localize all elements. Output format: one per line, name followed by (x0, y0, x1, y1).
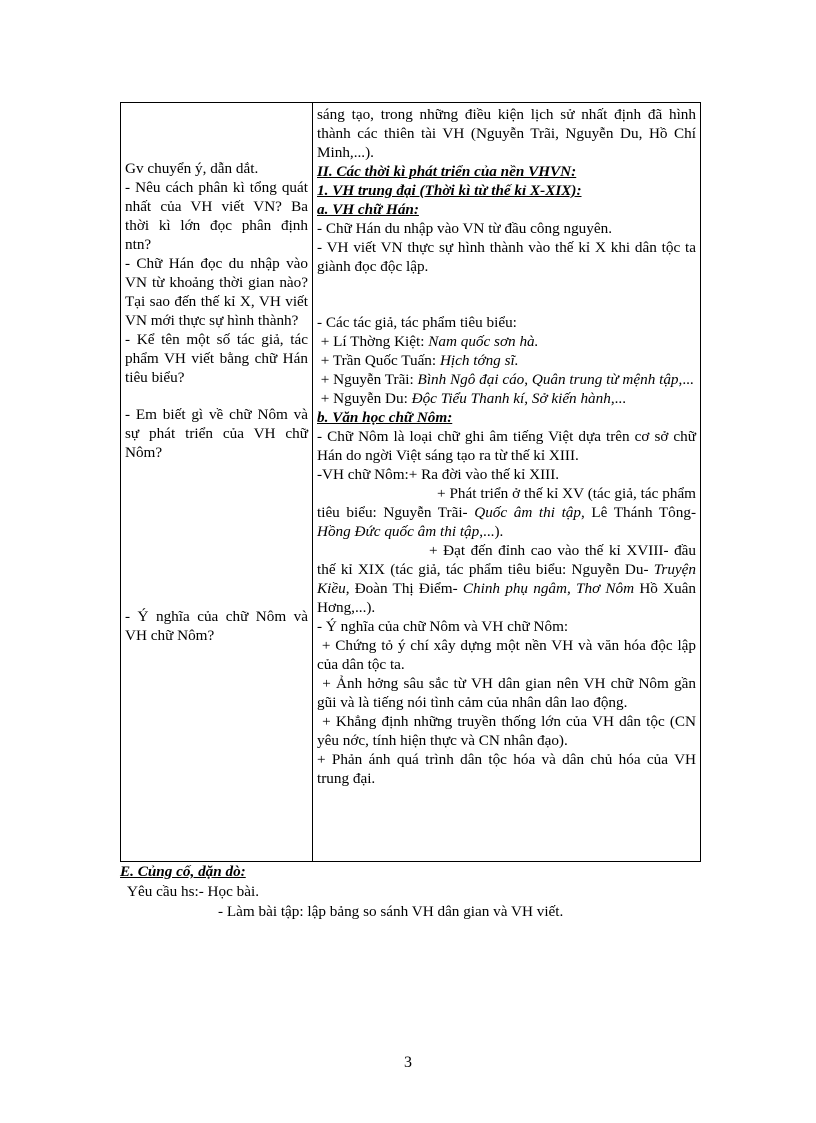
heading-medieval-literature: 1. VH trung đại (Thời kì từ thế kỉ X-XIX): (317, 182, 582, 199)
intro-paragraph: sáng tạo, trong những điều kiện lịch sử nhất định đã hình thành các thiên tài VH (Nguyễn Trãi, Nguyễn Du, Hồ Chí Minh,...). (317, 106, 696, 161)
heading-han-literature: a. VH chữ Hán: (317, 201, 419, 218)
meaning-2: + Ảnh hởng sâu sắc từ VH dân gian nên VH chữ Nôm gần gũi và là tiếng nói tình cảm của nhân dân lao động. (317, 675, 696, 711)
han-point-1: - Chữ Hán du nhập vào VN từ đầu công nguyên. (317, 220, 612, 237)
consolidation-section (120, 862, 698, 922)
homework-line-1: Yêu cầu hs:- Học bài. (127, 883, 260, 900)
meaning-4: + Phản ánh quá trình dân tộc hóa và dân chủ hóa của VH trung đại. (317, 751, 696, 787)
han-works-label: - Các tác giả, tác phẩm tiêu biểu: (317, 314, 517, 331)
nom-point-3: + Phát triển ở thế kỉ XV (tác giả, tác phẩm tiêu biểu: Nguyễn Trãi- Quốc âm thi tập, Lê Thánh Tông- Hồng Đức quốc âm thi tập,...). (317, 485, 697, 540)
heading-section-2: II. Các thời kì phát triển của nền VHVN: (317, 163, 577, 180)
page-number: 3 (404, 1054, 412, 1071)
heading-nom-literature: b. Văn học chữ Nôm: (317, 409, 453, 426)
consolidation-heading: E. Củng cố, dặn dò: (120, 863, 246, 880)
left-q4: - Kể tên một số tác giả, tác phẩm VH viết bằng chữ Hán tiêu biểu? (125, 331, 308, 386)
meaning-1: + Chứng tỏ ý chí xây dựng một nền VH và văn hóa độc lập của dân tộc ta. (317, 637, 696, 673)
nom-point-4: + Đạt đến đỉnh cao vào thế kỉ XVIII- đầu thế kỉ XIX (tác giả, tác phẩm tiêu biểu: Nguyễn Du- Truyện Kiều, Đoàn Thị Điểm- Chinh phụ ngâm, Thơ Nôm Hồ Xuân Hơng,...). (317, 542, 696, 616)
table-row (121, 103, 701, 862)
work-item: + Nguyễn Trãi: Bình Ngô đại cáo, Quân trung từ mệnh tập,... (320, 371, 694, 388)
homework-line-2: - Làm bài tập: lập bảng so sánh VH dân gian và VH viết. (218, 903, 564, 920)
lesson-table (120, 102, 701, 862)
teacher-activity-column (121, 103, 313, 862)
meaning-3: + Khẳng định những truyền thống lớn của VH dân tộc (CN yêu nớc, tính hiện thực và CN nhân đạo). (317, 713, 697, 749)
content-column (313, 103, 701, 862)
meaning-label: - Ý nghĩa của chữ Nôm và VH chữ Nôm: (317, 618, 569, 635)
left-q5: - Em biết gì về chữ Nôm và sự phát triển của VH chữ Nôm? (125, 406, 308, 461)
work-item: + Trần Quốc Tuấn: Hịch tớng sĩ. (320, 352, 519, 369)
left-q3: - Chữ Hán đọc du nhập vào VN từ khoảng thời gian nào? Tại sao đến thế kỉ X, VH viết VN mới thực sự hình thành? (125, 255, 308, 329)
nom-point-2: -VH chữ Nôm:+ Ra đời vào thế kỉ XIII. (317, 466, 560, 483)
nom-point-1: - Chữ Nôm là loại chữ ghi âm tiếng Việt dựa trên cơ sở chữ Hán do ngời Việt sáng tạo ra từ thế kỉ XIII. (317, 428, 696, 464)
work-item: + Nguyễn Du: Độc Tiểu Thanh kí, Sở kiến hành,... (320, 390, 627, 407)
han-point-2: - VH viết VN thực sự hình thành vào thế kỉ X khi dân tộc ta giành đọc độc lập. (317, 239, 696, 275)
left-q1: Gv chuyển ý, dẫn dắt. (125, 160, 259, 177)
left-q6: - Ý nghĩa của chữ Nôm và VH chữ Nôm? (125, 608, 308, 644)
left-q2: - Nêu cách phân kì tổng quát nhất của VH viết VN? Ba thời kì lớn đọc phân định ntn? (125, 179, 308, 253)
work-item: + Lí Thờng Kiệt: Nam quốc sơn hà. (320, 333, 539, 350)
